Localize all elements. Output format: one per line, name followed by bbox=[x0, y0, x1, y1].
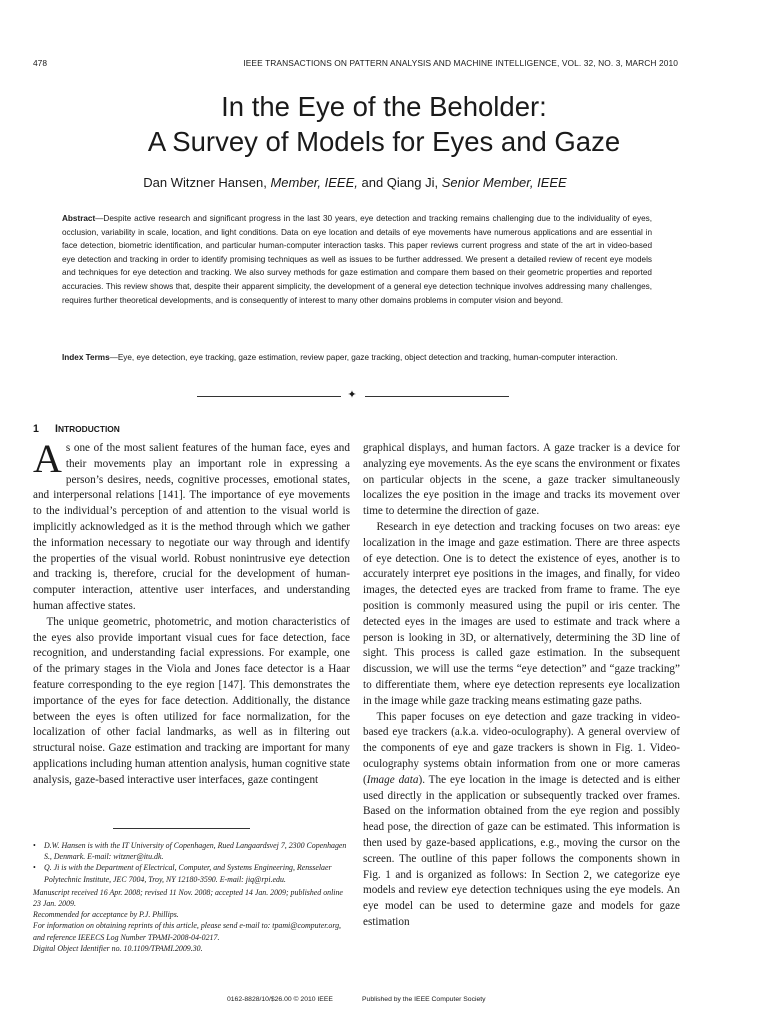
index-terms bbox=[62, 351, 652, 365]
page-number: 478 bbox=[33, 58, 47, 68]
footnote-text: Q. Ji is with the Department of Electrical, Computer, and Systems Engineering, Rensselaer Polytechnic Institute, JEC 7004, Troy, NY 12180-3590. E-mail: jiq@rpi.edu. bbox=[44, 863, 332, 884]
abstract-label: Abstract bbox=[62, 214, 96, 223]
divider-line-left bbox=[197, 396, 341, 397]
author-1-role: Member, IEEE, bbox=[270, 175, 358, 190]
footnote-text: D.W. Hansen is with the IT University of Copenhagen, Rued Langaardsvej 7, 2300 Copenhagen S., Denmark. E-mail: witzner@itu.dk. bbox=[44, 841, 347, 862]
bullet-icon: • bbox=[33, 863, 36, 873]
right-column bbox=[363, 441, 680, 931]
paragraph: graphical displays, and human factors. A gaze tracker is a device for analyzing eye movements. As the eye scans the environment or fixates on particular objects in the scene, a gaze tracker simultaneously localizes the eye position in the image and tracks its movement over time to determine the direction of gaze. bbox=[363, 442, 680, 518]
running-head: IEEE TRANSACTIONS ON PATTERN ANALYSIS AND MACHINE INTELLIGENCE, VOL. 32, NO. 3, MARCH 2010 bbox=[243, 58, 678, 68]
paper-title bbox=[0, 89, 768, 159]
section-heading bbox=[33, 423, 120, 435]
footnote-manuscript: Manuscript received 16 Apr. 2008; revised 11 Nov. 2008; accepted 14 Jan. 2009; published online 23 Jan. 2009. bbox=[33, 887, 343, 909]
index-terms-label: Index Terms bbox=[62, 353, 110, 362]
title-line-2: A Survey of Models for Eyes and Gaze bbox=[147, 126, 621, 157]
section-title-rest: NTRODUCTION bbox=[57, 424, 120, 434]
section-divider bbox=[197, 390, 509, 404]
paragraph-text: ). The eye location in the image is detected and is either used directly in the application or subsequently tracked over frames. Based on the information obtained from the eye region and possibly head pose, the direction of gaze can be estimated. This information is then used by gaze-based applications, e.g., moving the cursor on the screen. The outline of this paper follows the components shown in Fig. 1 and is organized as follows: In Section 2, we categorize eye models and review eye detection techniques using the eye models. An eye model can be used to determine gaze and models for gaze estimation bbox=[363, 773, 680, 928]
paragraph bbox=[33, 436, 350, 615]
footnote-affiliation bbox=[33, 862, 350, 884]
footnote-recommended: Recommended for acceptance by P.J. Phillips. bbox=[33, 910, 179, 920]
footnote-affiliation bbox=[33, 840, 350, 862]
divider-star-icon: ✦ bbox=[347, 389, 357, 401]
section-number: 1 bbox=[33, 423, 39, 435]
author-1: Dan Witzner Hansen, bbox=[143, 175, 267, 190]
footnote-doi: Digital Object Identifier no. 10.1109/TPAMI.2009.30. bbox=[33, 943, 203, 953]
index-terms-text: —Eye, eye detection, eye tracking, gaze estimation, review paper, gaze tracking, object detection and tracking, human-computer interaction. bbox=[109, 353, 618, 362]
drop-cap: A bbox=[33, 436, 62, 481]
author-conjunction: and Qiang Ji, bbox=[361, 175, 439, 190]
paragraph bbox=[363, 710, 680, 931]
footnote-reprints: For information on obtaining reprints of this article, please send e-mail to: tpami@computer.org, and reference IEEECS Log Number TPAMI-2008-04-0217. bbox=[33, 921, 342, 942]
footnote-rule bbox=[113, 828, 250, 829]
abstract-text: —Despite active research and significant progress in the last 30 years, eye detection and tracking remains challenging due to the individuality of eyes, occlusion, variability in scale, location, and light conditions. Data on eye location and details of eye movements have numerous applications and are essential in face detection, biometric identification, and particular human-computer interaction tasks. This paper reviews current progress and state of the art in video-based eye detection and tracking in order to identify promising techniques as well as issues to be further addressed. We present a detailed review of recent eye models and techniques for eye detection and tracking. We also survey methods for gaze estimation and compare them based on their geometric properties and reported accuracies. This review shows that, despite their apparent simplicity, the development of a general eye detection technique involves addressing many challenges, requires further theoretical developments, and is consequently of interest to many other domains problems in computer vision and beyond. bbox=[62, 214, 652, 305]
paragraph-italic: Image data bbox=[366, 773, 419, 786]
divider-line-right bbox=[365, 396, 509, 397]
paragraph: The unique geometric, photometric, and motion characteristics of the eyes also provide important visual cues for face detection, face recognition, and understanding facial expressions. For example, one of the primary stages in the Viola and Jones face detector is a Haar feature corresponding to the eye region [147]. This demonstrates the importance of the eyes for face detection. Additionally, the distance between the eyes is often utilized for face normalization, for the localization of other facial landmarks, as well as in filtering out structural noise. Gaze estimation and tracking are important for many applications including human attention analysis, human cognitive state analysis, gaze-based interactive user interfaces, gaze contingent bbox=[33, 615, 350, 786]
abstract bbox=[62, 212, 652, 307]
publisher: Published by the IEEE Computer Society bbox=[362, 996, 486, 1003]
section-title-initial: I bbox=[55, 423, 58, 435]
bullet-icon: • bbox=[33, 841, 36, 850]
copyright: 0162-8828/10/$26.00 © 2010 IEEE bbox=[227, 996, 333, 1003]
paragraph: Research in eye detection and tracking focuses on two areas: eye localization in the image and gaze estimation. There are three aspects of eye detection. One is to detect the existence of eyes, another is to accurately interpret eye positions in the images, and finally, for video images, the detected eyes are tracked from frame to frame. The eye position is commonly measured using the pupil or iris center. The detected eyes in the images are used to estimate and track where a person is looking in 3D, or alternatively, determining the 3D line of sight. This process is called gaze estimation. In the subsequent discussion, we will use the terms “eye detection” and “gaze tracking” to differentiate them, where eye detection represents eye localization in the image while gaze tracking means estimating gaze paths. bbox=[363, 520, 680, 707]
title-line-1: In the Eye of the Beholder: bbox=[221, 91, 547, 122]
paragraph-text: This paper focuses on eye detection and gaze tracking in video-based eye trackers (a.k.a. video-oculography). A general overview of the components of eye and gaze trackers is shown in Fig. 1. Video-oculography systems obtain information from one or more cameras ( bbox=[363, 710, 680, 786]
footnotes bbox=[33, 840, 350, 954]
author-2-role: Senior Member, IEEE bbox=[441, 175, 567, 190]
left-column bbox=[33, 436, 350, 789]
authors bbox=[0, 175, 710, 190]
paragraph-text: s one of the most salient features of the human face, eyes and their movements play an important role in expressing a person’s desires, needs, cognitive processes, emotional states, and interpersonal relations [141]. The importance of eye movements to the individual’s perception of and attention to the visual world is implicitly acknowledged as it is the method through which we gather the information necessary to negotiate our way through and identify the properties of the visual world. Robust nonintrusive eye detection and tracking is, therefore, crucial for the development of human-computer interaction, attentive user interfaces, and understanding human affective states. bbox=[33, 442, 350, 612]
